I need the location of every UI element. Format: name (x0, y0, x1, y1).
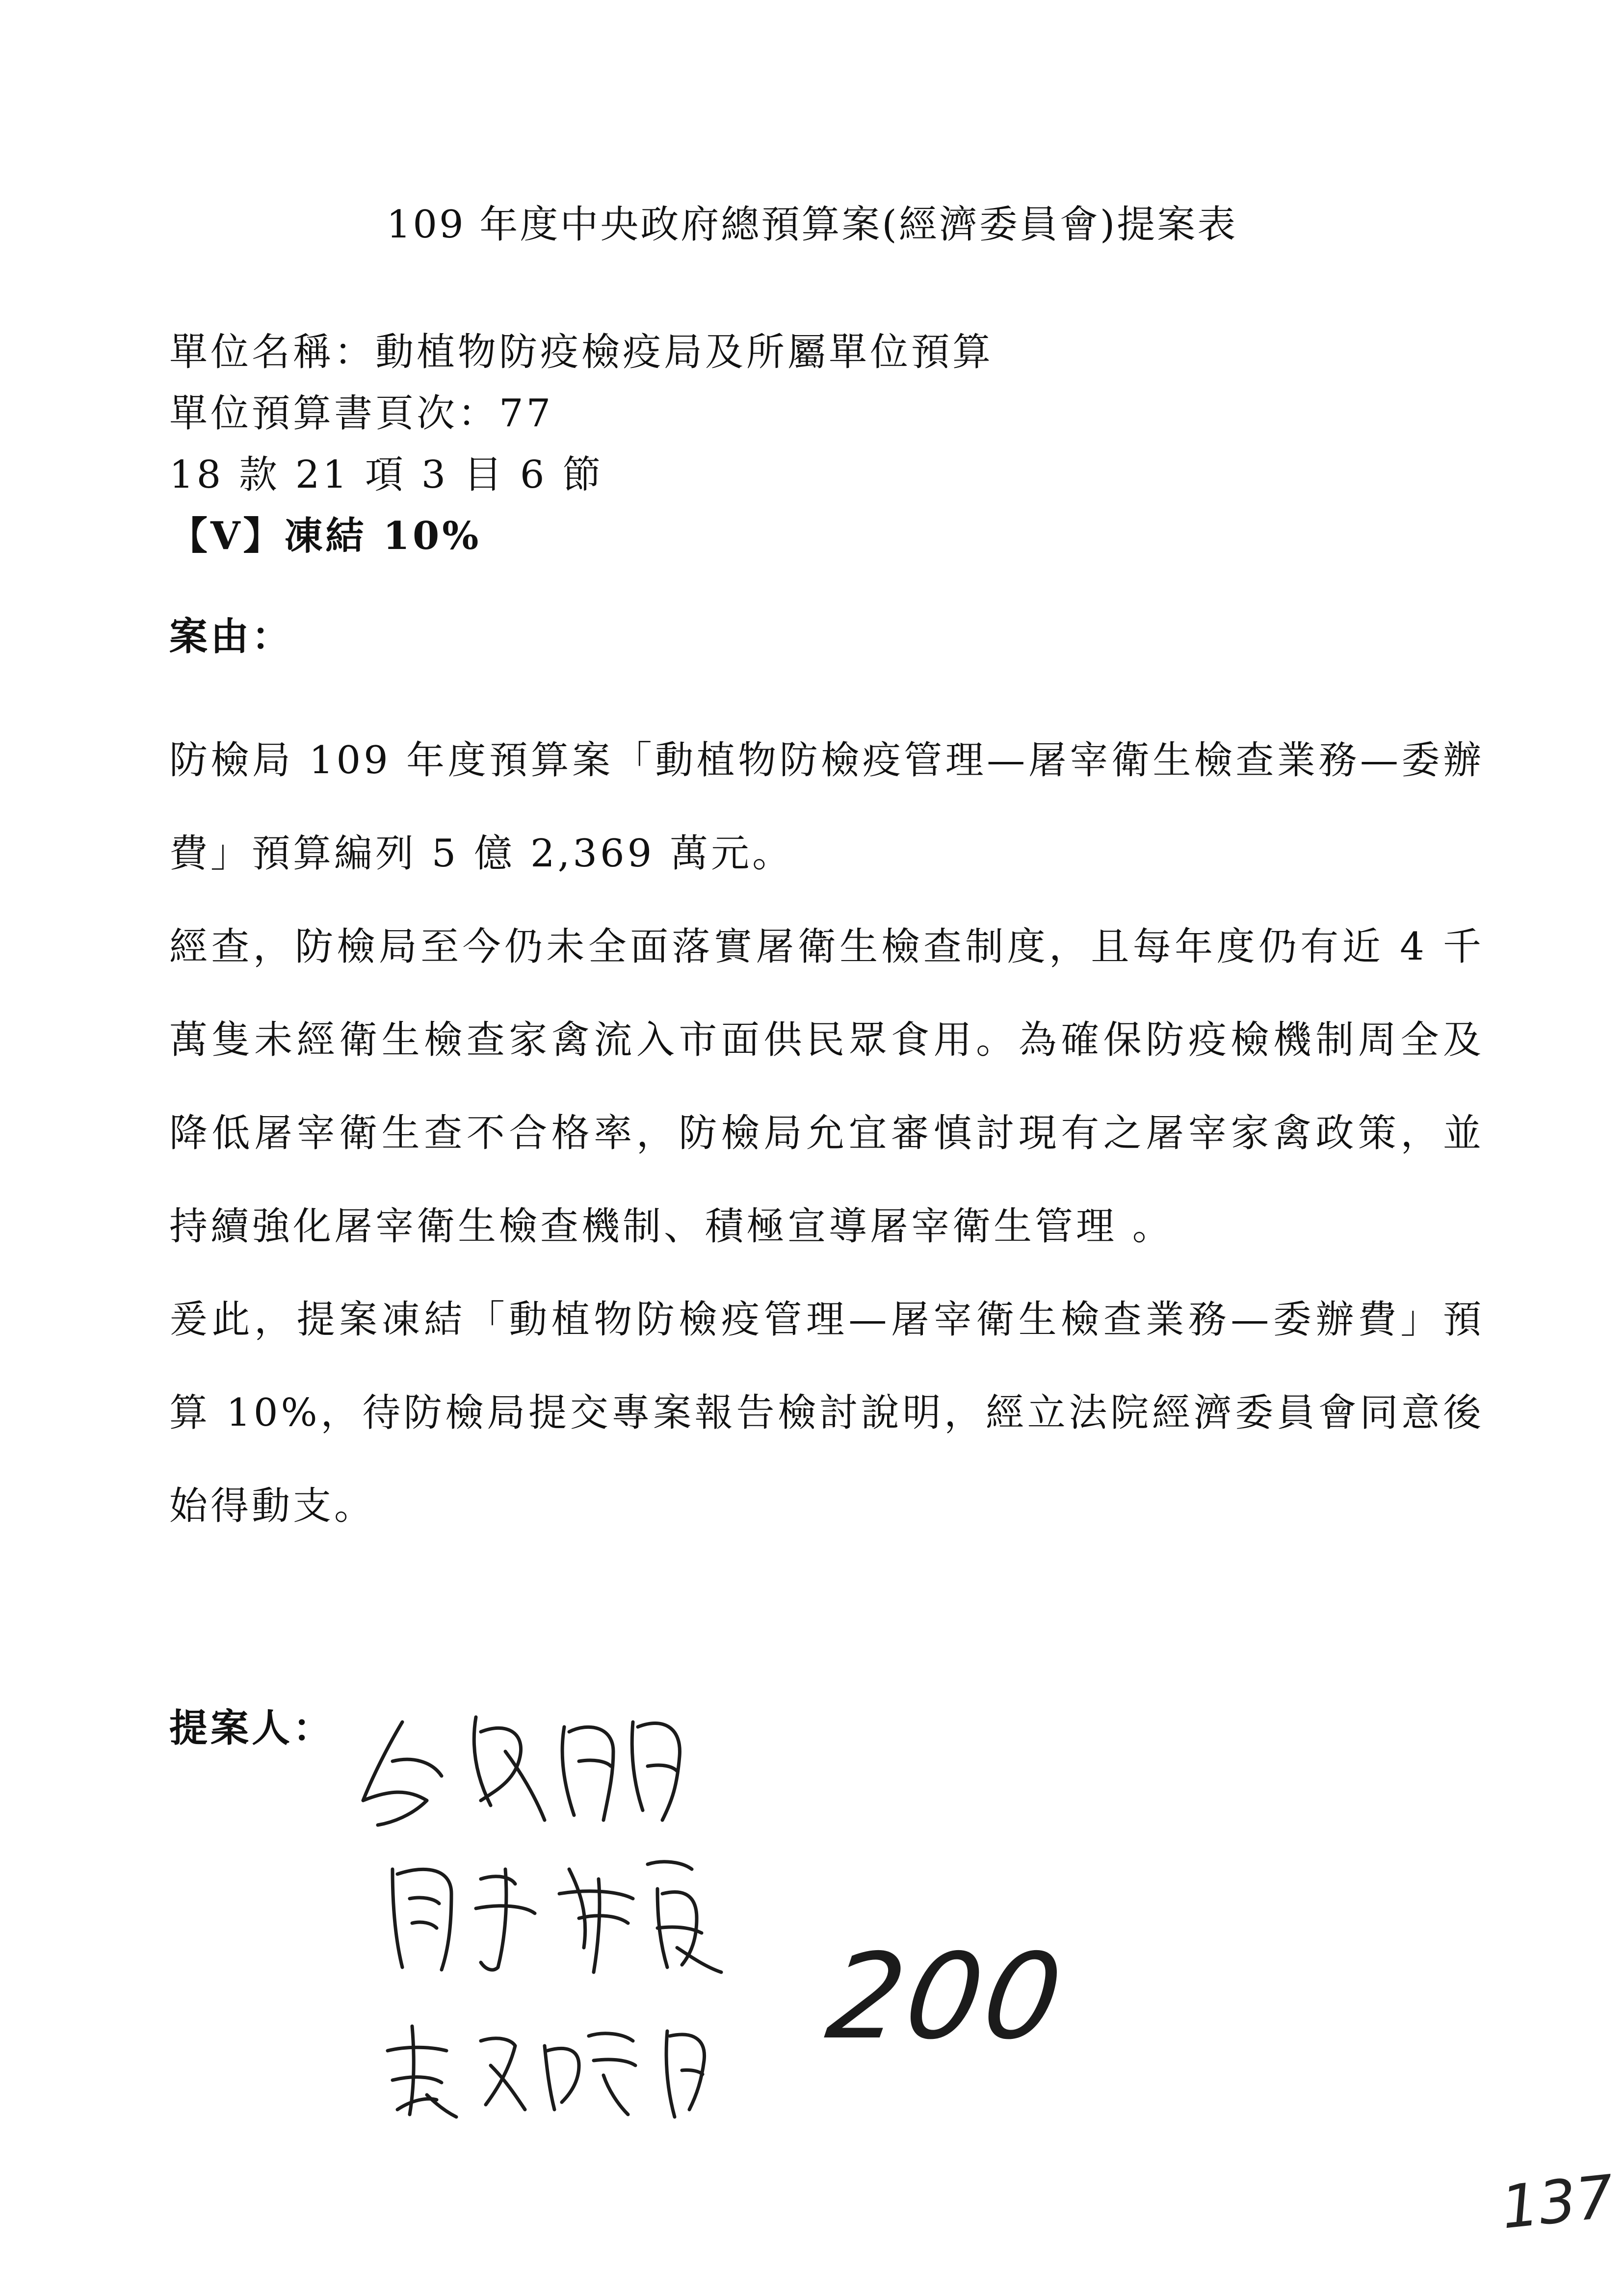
page-number: 137 (1498, 2163, 1617, 2243)
signature-3 (378, 2011, 721, 2129)
unit-name: 單位名稱：動植物防疫檢疫局及所屬單位預算 (169, 330, 994, 374)
reason-paragraph-2: 經查，防檢局至今仍未全面落實屠衛生檢查制度，且每年度仍有近 4 千萬隻未經衛生檢查家禽流入市面供民眾食用。為確保防疫檢機制周全及降低屠宰衛生查不合格率，防檢局允宜審慎討現有之屠宰家禽政策，並持續強化屠宰衛生檢查機制、積極宣導屠宰衛生管理 。 (169, 925, 1484, 1249)
budget-page: 單位預算書頁次：77 (169, 391, 554, 436)
signature-2 (383, 1850, 726, 1977)
proposer-label: 提案人： (169, 1706, 335, 1750)
freeze-mark: 【V】凍結 10% (169, 514, 482, 558)
budget-item: 18 款 21 項 3 目 6 節 (169, 453, 604, 497)
handwritten-number: 200 (819, 1928, 1073, 2065)
reason-label: 案由： (169, 614, 293, 659)
reason-paragraph-3: 爰此，提案凍結「動植物防檢疫管理—屠宰衛生檢查業務—委辦費」預算 10%，待防檢局提交專案報告檢討說明，經立法院經濟委員會同意後始得動支。 (169, 1298, 1484, 1528)
reason-paragraph-1: 防檢局 109 年度預算案「動植物防檢疫管理—屠宰衛生檢查業務—委辦費」預算編列 5 億 2,369 萬元。 (169, 738, 1484, 876)
page-title: 109 年度中央政府總預算案(經濟委員會)提案表 (386, 203, 1238, 247)
signature-1 (358, 1702, 702, 1830)
